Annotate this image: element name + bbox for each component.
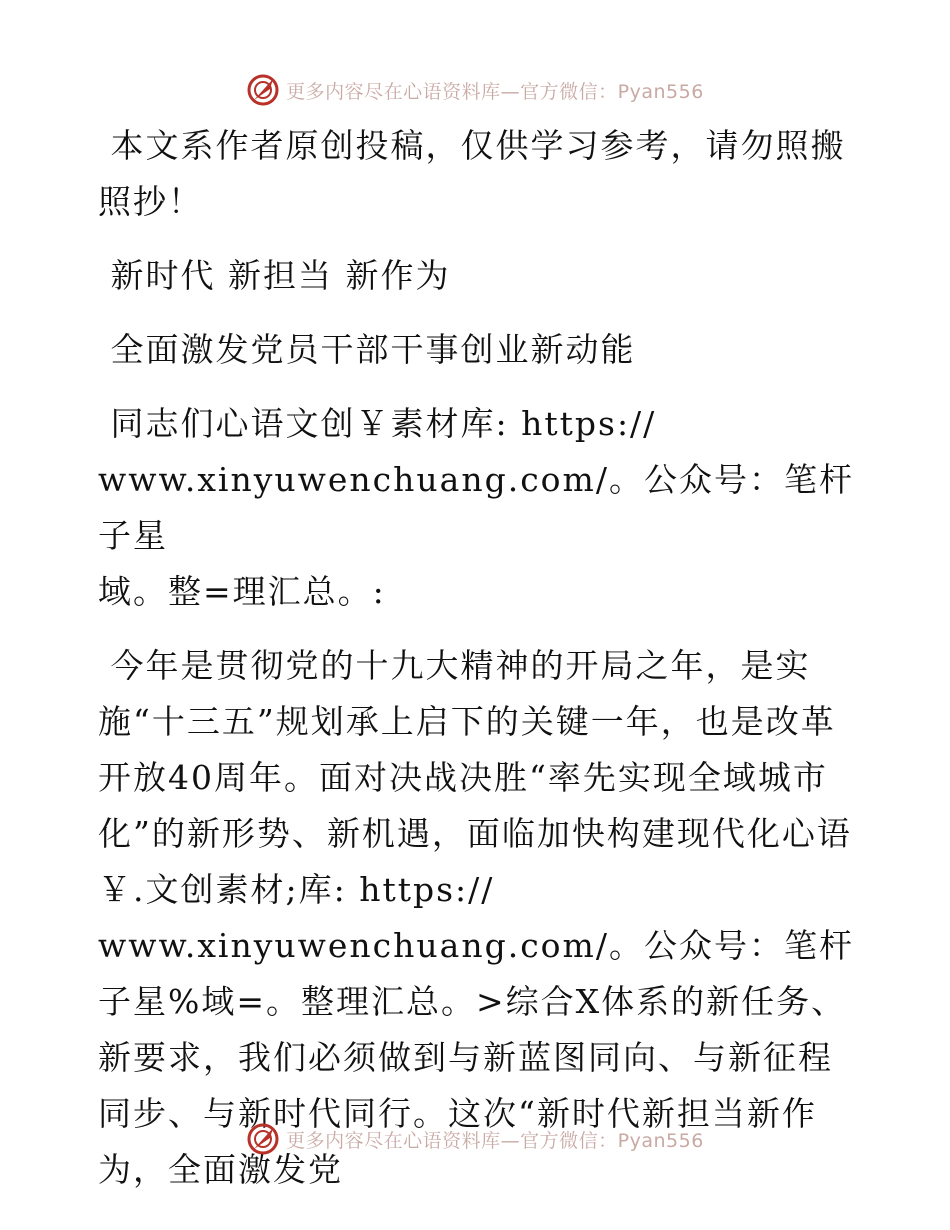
- quill-logo-icon: [246, 73, 280, 107]
- document-body: [98, 118, 858, 1216]
- paragraph-source: 同志们心语文创￥素材库: https:// www.xinyuwenchuang.com/。公众号：笔杆子星 域。整=理汇总。:: [98, 404, 854, 611]
- paragraph-title: 新时代 新担当 新作为: [98, 256, 451, 295]
- paragraph-notice: 本文系作者原创投稿，仅供学习参考，请勿照搬照抄！: [98, 126, 846, 221]
- paragraph-body: 今年是贯彻党的十九大精神的开局之年，是实 施“十三五”规划承上启下的关键一年，也是改革开放40周年。面对决战决胜“率先实现全域城市化”的新形势、新机遇，面临加快构建现代化心语￥.文创素材;库: https:// www.xinyuwenchuang.com/。公众号：笔杆子星%域=。整理汇总。>综合X体系的新任务、新要求，我们必须做到与新蓝图同向、与新征程同步、与新时代同行。这次“新时代新担当新作为，全面激发党: [98, 646, 854, 1189]
- paragraph-subtitle: 全面激发党员干部干事创业新动能: [98, 330, 636, 369]
- watermark-text: 更多内容尽在心语资料库—官方微信：Pyan556: [286, 80, 704, 103]
- watermark-footer: [0, 1121, 950, 1157]
- watermark-text: 更多内容尽在心语资料库—官方微信：Pyan556: [286, 1129, 704, 1152]
- quill-logo-icon: [246, 1122, 280, 1156]
- watermark-header: [0, 72, 950, 108]
